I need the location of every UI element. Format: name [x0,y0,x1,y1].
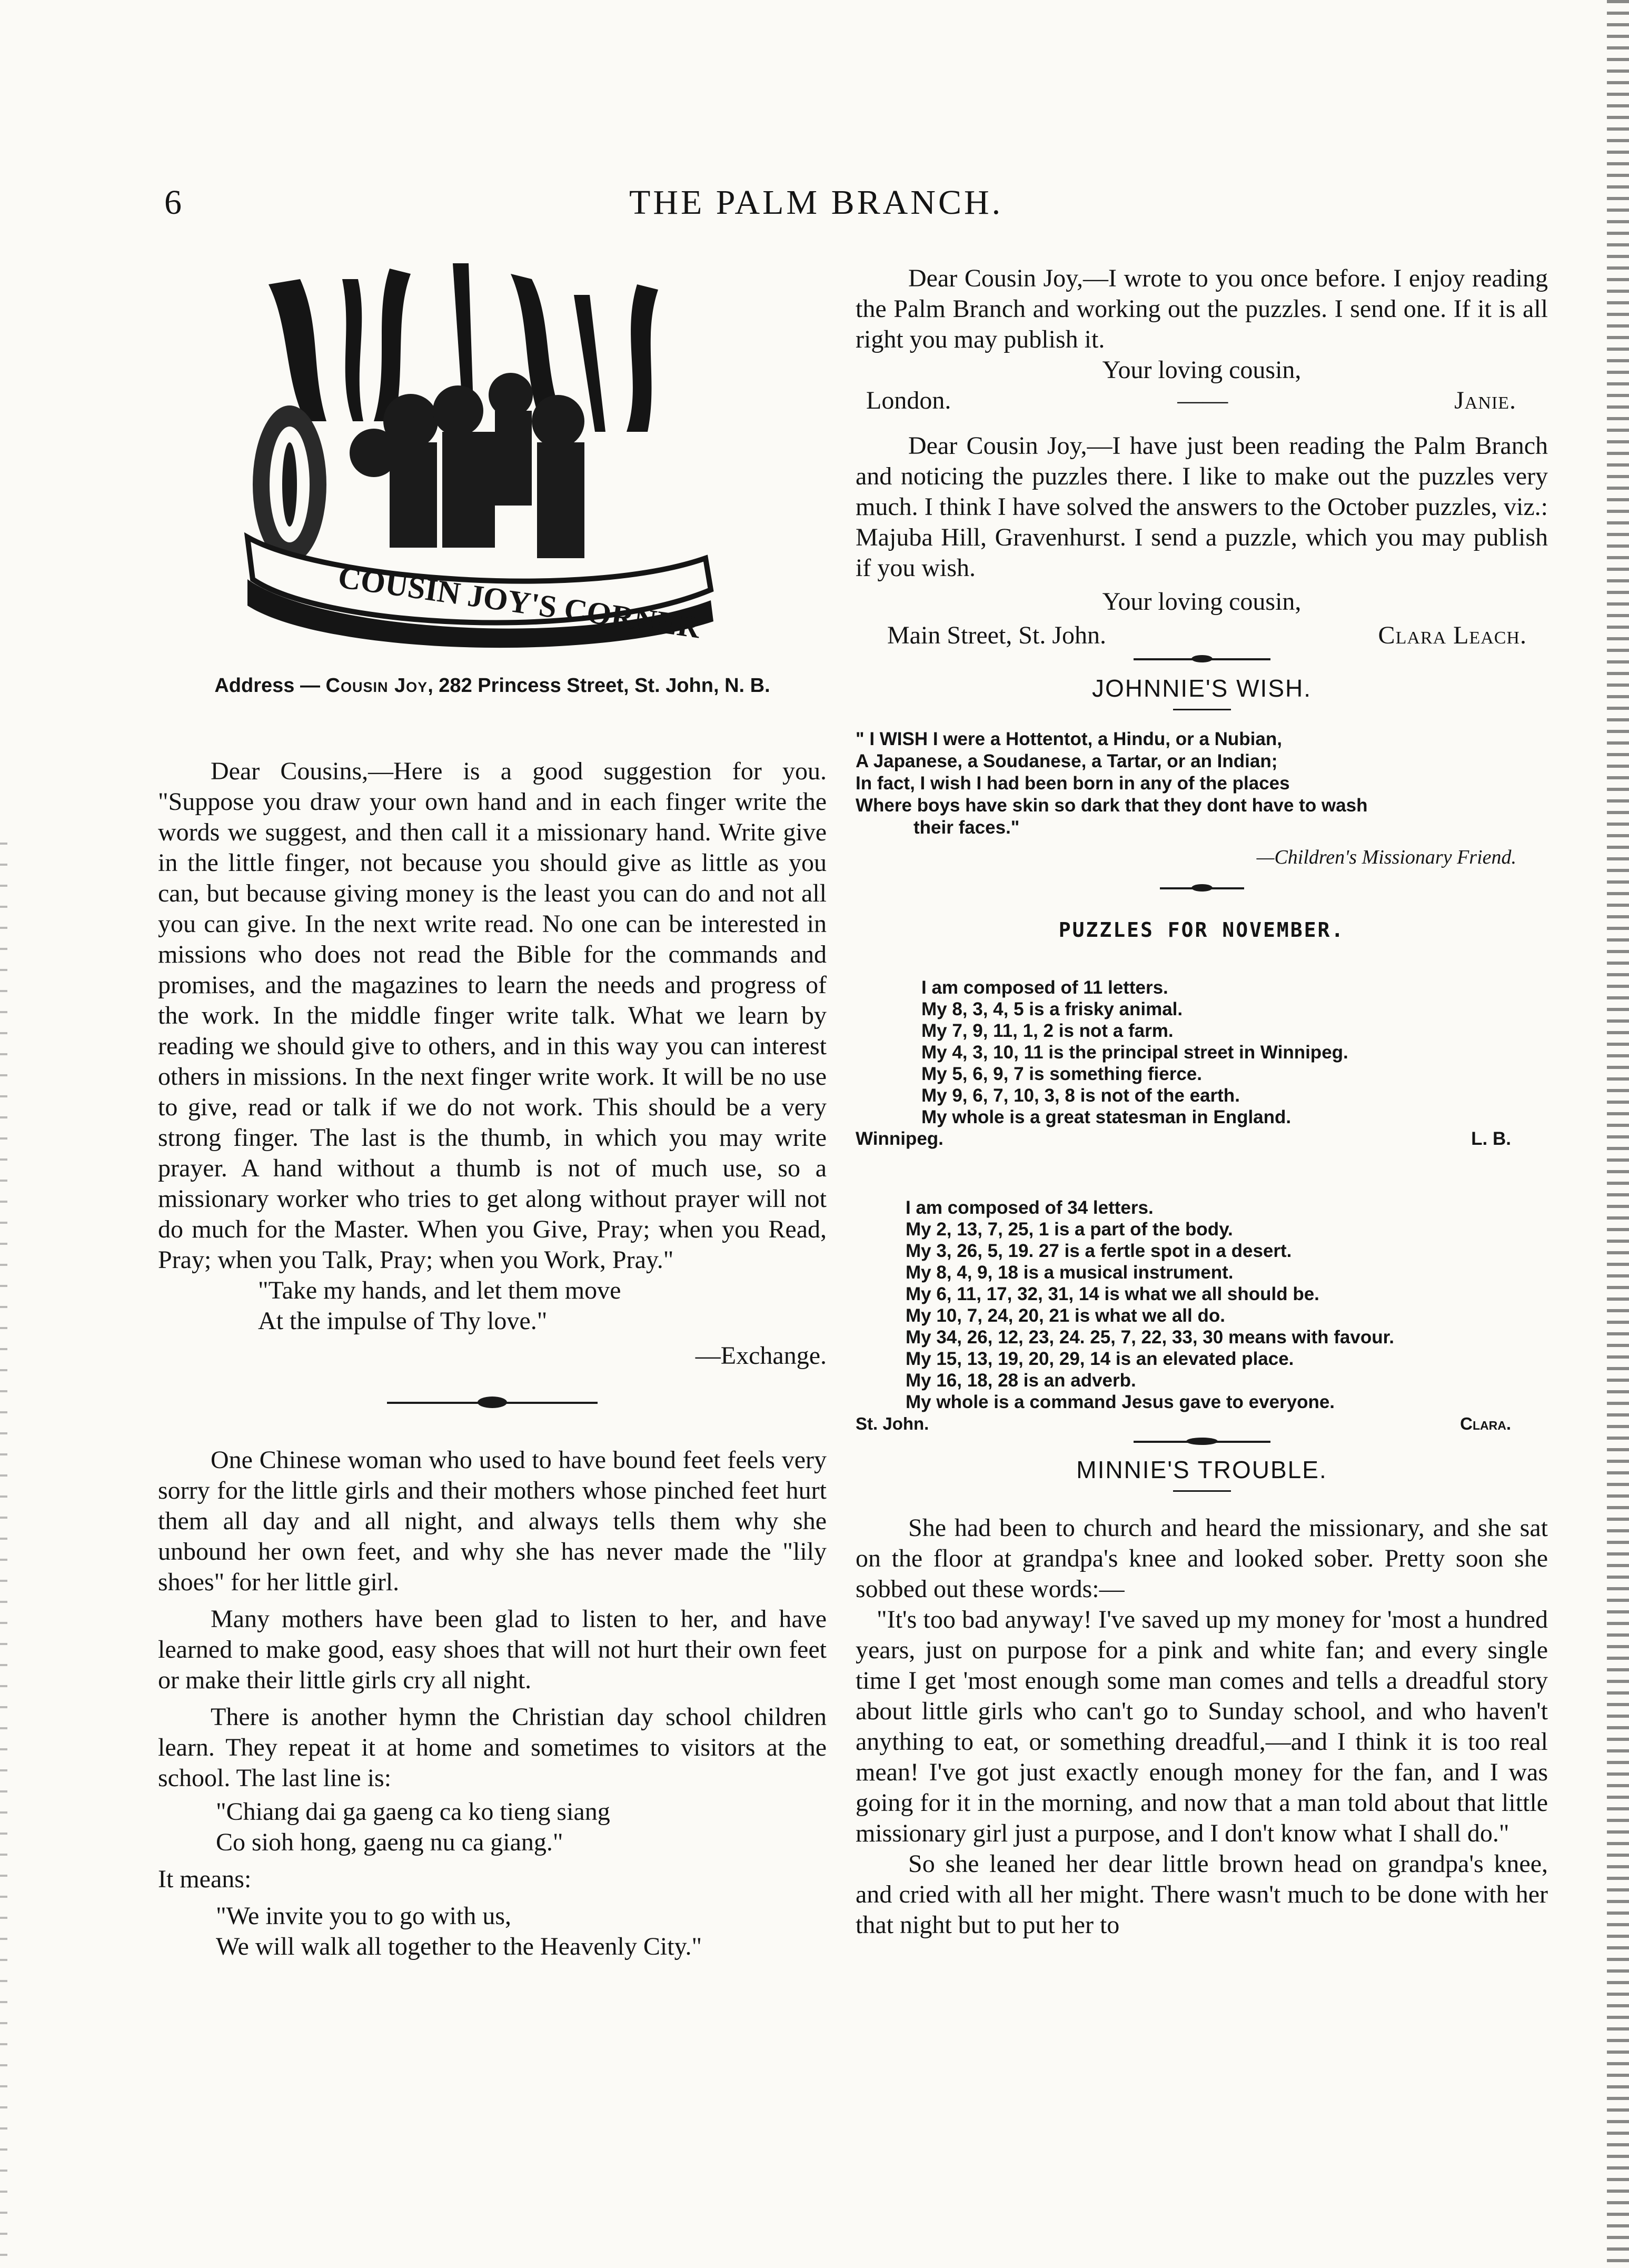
poem-source: —Children's Missionary Friend. [1256,846,1516,868]
translation-line: We will walk all together to the Heavenly City." [216,1933,702,1960]
puzzle-two [856,1197,1548,1434]
divider-ornament-icon [1191,884,1213,892]
title-underline [1173,709,1231,710]
hymn-line: "Chiang dai ga gaeng ca ko tieng siang [216,1798,610,1826]
letter-signoff [856,385,1548,416]
puzzle-line: My 10, 7, 24, 20, 21 is what we all do. [906,1305,1225,1326]
letter-janie [856,263,1548,416]
hand-article-source: —Exchange. [695,1342,827,1370]
puzzle-line: I am composed of 11 letters. [921,977,1168,998]
section-divider [158,1392,827,1413]
minnies-trouble-title: MINNIE'S TROUBLE. [1076,1456,1327,1483]
letter-closing: Your loving cousin, [1102,356,1302,384]
letter-clara [856,431,1548,651]
puzzle-line: My 8, 3, 4, 5 is a frisky animal. [921,999,1183,1019]
address-rest: , 282 Princess Street, St. John, N. B. [428,675,770,697]
verse-line: At the impulse of Thy love." [258,1307,548,1335]
section-divider [856,883,1548,896]
hand-article-paragraph: Dear Cousins,—Here is a good suggestion for you. "Suppose you draw your own hand and in each finger write the words we suggest, and then call it a missionary hand. Write give in the little finger, not because you should give as little as you can, but because giving money is the least you can do and not all you can give. In the next write read. No one can be interested in missions who does not read the Bible for the commands and promises, and the magazines to learn the needs and progress of the work. In the middle finger write talk. What we learn by reading we should give to others, and in this way you can interest others in missions. In the next finger write work. It will be no use to give, read or talk if we do not work. This should be a very strong finger. The last is the thumb, in which you may write prayer. A hand without a thumb is not of much use, so a missionary worker who tries to get along without prayer will not do much for the Master. When you Give, Pray; when you Read, Pray; when you Talk, Pray; when you Work, Pray." [158,757,827,1274]
cousin-joys-boat-vignette-icon [216,263,742,653]
left-column [158,263,827,1962]
story-paragraph: So she leaned her dear little brown head on grandpa's knee, and cried with all her might. There wasn't much to be done with her that night but to put her to [856,1850,1548,1939]
puzzle-one [856,977,1548,1150]
puzzle-line: My 7, 9, 11, 1, 2 is not a farm. [921,1021,1174,1041]
letter-signoff [856,620,1548,651]
puzzle-line: My whole is a command Jesus gave to everyone. [906,1392,1335,1412]
section-divider [856,1437,1548,1449]
address-prefix: Address — [214,675,326,697]
johnnies-wish-title: JOHNNIE'S WISH. [1091,675,1312,702]
puzzle-signoff [856,1413,1548,1434]
puzzle-line: My 9, 6, 7, 10, 3, 8 is not of the earth. [921,1085,1240,1106]
puzzle-line: I am composed of 34 letters. [906,1197,1154,1218]
puzzle-line: My 3, 26, 5, 19. 27 is a fertle spot in a desert. [906,1241,1292,1261]
minnies-trouble-story [856,1513,1548,1940]
running-title: THE PALM BRANCH. [629,183,1004,222]
story-paragraph: She had been to church and heard the missionary, and she sat on the floor at grandpa's knee and looked sober. Pretty soon she sobbed out these words:— [856,1514,1548,1603]
letter-signature: Janie. [1454,387,1516,414]
puzzle-initials: Clara. [1460,1414,1511,1433]
address-name: Cousin Joy [325,675,428,697]
scan-edge-left [0,843,7,2264]
puzzle-line: My 5, 6, 9, 7 is something fierce. [921,1064,1202,1084]
letter-place: London. [866,387,951,414]
letter-closing: Your loving cousin, [1102,588,1302,616]
right-column [856,263,1548,1940]
chinese-article-paragraph: There is another hymn the Christian day school children learn. They repeat it at home and sometimes to visitors at the school. The last line is: [158,1703,827,1792]
verse-line: "Take my hands, and let them move [258,1276,621,1304]
puzzle-line: My 34, 26, 12, 23, 24. 25, 7, 22, 33, 30 means with favour. [906,1327,1395,1348]
poem-line: " I WISH I were a Hottentot, a Hindu, or a Nubian, [856,729,1282,749]
letter-dash: —— [1177,387,1228,414]
puzzle-line: My 2, 13, 7, 25, 1 is a part of the body. [906,1219,1233,1240]
chinese-hymn [216,1797,827,1858]
letter-signature: Clara Leach. [1378,621,1527,649]
letter-body: Dear Cousin Joy,—I have just been reading the Palm Branch and noticing the puzzles there. I like to make out the puzzles very much. I think I have solved the answers to the October puzzles, viz.: Majuba Hill, Gravenhurst. I send a puzzle, which you may publish if you wish. [856,432,1548,582]
hymn-translation [216,1901,827,1962]
puzzle-line: My 8, 4, 9, 18 is a musical instrument. [906,1262,1234,1283]
scan-edge-right [1607,0,1629,2268]
translation-line: "We invite you to go with us, [216,1902,512,1930]
puzzle-line: My 4, 3, 10, 11 is the principal street in Winnipeg. [921,1042,1348,1063]
poem-line: A Japanese, a Soudanese, a Tartar, or an Indian; [856,751,1278,771]
puzzle-line: My 6, 11, 17, 32, 31, 14 is what we all should be. [906,1284,1319,1304]
poem-line: Where boys have skin so dark that they dont have to wash [856,795,1368,816]
page-number: 6 [164,183,182,222]
divider-ornament-icon [1186,1438,1218,1445]
divider-ornament-icon [1191,655,1213,662]
puzzle-line: My 16, 18, 28 is an adverb. [906,1370,1136,1391]
johnnies-wish-poem [856,728,1548,839]
puzzle-place: St. John. [856,1414,929,1433]
address-line [158,673,827,698]
vignette-banner-text: COUSIN JOY'S CORNER [336,559,703,645]
section-divider [856,654,1548,667]
chinese-article-paragraph: One Chinese woman who used to have bound feet feels very sorry for the little girls and their mothers whose pinched feet hurt them all day and all night, and always tells them why she unbound her own feet, and why she has never made the "lily shoes" for her little girl. [158,1446,827,1596]
divider-ornament-icon [478,1397,507,1408]
letter-body: Dear Cousin Joy,—I wrote to you once before. I enjoy reading the Palm Branch and working out the puzzles. I send one. If it is all right you may publish it. [856,264,1548,353]
poem-line: In fact, I wish I had been born in any of the places [856,773,1290,794]
letter-place: Main Street, St. John. [887,621,1106,649]
puzzle-signoff [856,1128,1548,1150]
puzzle-initials: L. B. [1471,1128,1511,1149]
poem-line: their faces." [913,817,1020,838]
title-underline [1173,1490,1231,1492]
chinese-article-paragraph: Many mothers have been glad to listen to her, and have learned to make good, easy shoes that will not hurt their own feet or make their little girls cry all night. [158,1605,827,1694]
story-paragraph: "It's too bad anyway! I've saved up my money for 'most a hundred years, just on purpose for a pink and white fan; and every single time I get 'most enough some man comes and tells a dreadful story about little girls who can't go to Sunday school, and who haven't anything to eat, or something dreadful,—and I think it is too real mean! I've got just exactly enough money for the fan, and I was going for it in the morning, and now that a man told about that little missionary girl just a purpose, and I don't know what I shall do." [856,1606,1548,1847]
hand-article-verse [258,1275,827,1336]
hymn-line: Co sioh hong, gaeng nu ca giang." [216,1828,563,1856]
puzzle-place: Winnipeg. [856,1128,943,1149]
puzzle-line: My whole is a great statesman in England. [921,1107,1292,1127]
puzzles-heading: PUZZLES FOR NOVEMBER. [1058,918,1345,942]
puzzle-line: My 15, 13, 19, 20, 29, 14 is an elevated place. [906,1349,1294,1369]
means-label: It means: [158,1865,252,1893]
